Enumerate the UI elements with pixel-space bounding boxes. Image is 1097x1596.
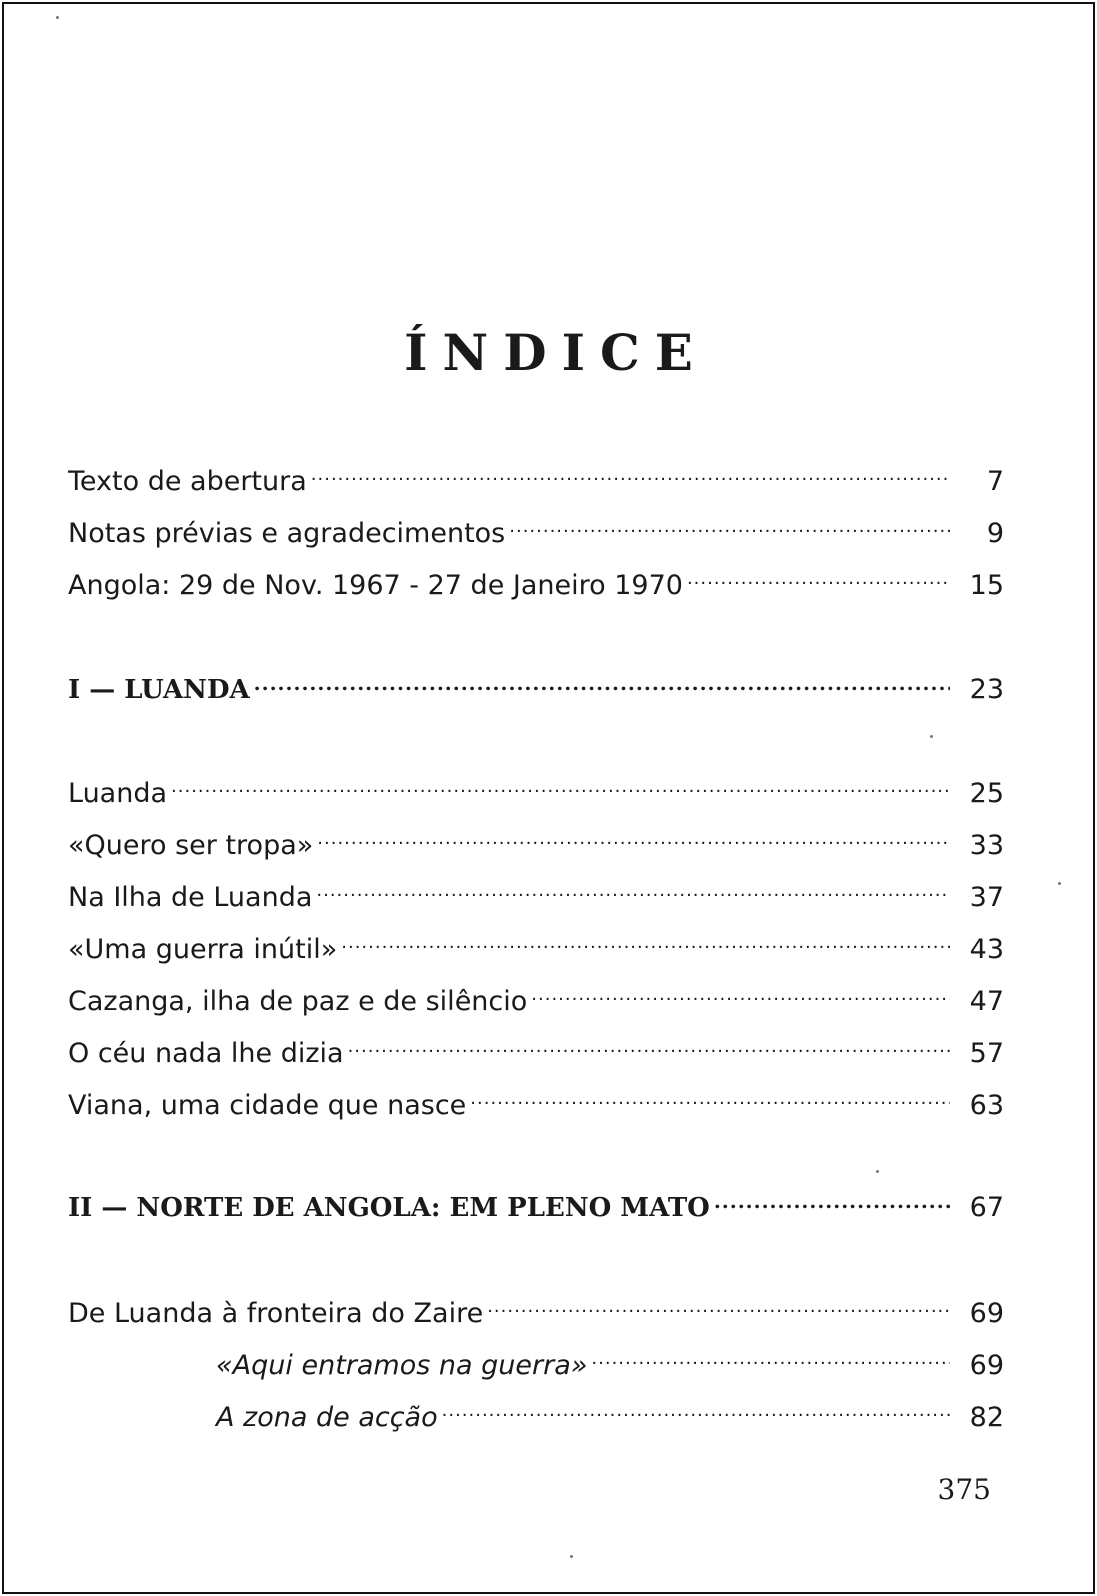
toc-entry-label: «Uma guerra inútil» — [68, 934, 338, 965]
toc-entry — [68, 814, 1004, 861]
toc-entry-label: Cazanga, ilha de paz e de silêncio — [68, 986, 528, 1017]
toc-entry-page: 82 — [969, 1402, 1004, 1433]
paper-speck — [570, 1555, 573, 1558]
toc-entry-label: Notas prévias e agradecimentos — [68, 518, 506, 549]
toc-subentry — [216, 1386, 1004, 1433]
toc-entry — [68, 1282, 1004, 1329]
toc-entry — [68, 866, 1004, 913]
toc-entry-page: 7 — [986, 466, 1004, 497]
toc-entry-page: 23 — [969, 674, 1004, 705]
toc-entry-label: Luanda — [68, 778, 168, 809]
dot-leader — [591, 1334, 950, 1374]
toc-entry-page: 57 — [969, 1038, 1004, 1069]
dot-leader — [442, 1386, 950, 1426]
toc-subentry-label: A zona de acção — [216, 1402, 438, 1433]
toc-entry — [68, 502, 1004, 549]
dot-leader — [531, 970, 950, 1010]
dot-leader — [487, 1282, 950, 1322]
toc-entry — [68, 1074, 1004, 1121]
toc-entry-label: Viana, uma cidade que nasce — [68, 1090, 467, 1121]
toc-entry-page: 69 — [969, 1350, 1004, 1381]
toc-entry-label: O céu nada lhe dizia — [68, 1038, 344, 1069]
toc-entry — [68, 1022, 1004, 1069]
toc-entry-label: Angola: 29 de Nov. 1967 - 27 de Janeiro 1970 — [68, 570, 683, 601]
dot-leader — [317, 814, 950, 854]
paper-speck — [1058, 882, 1061, 885]
dot-leader — [509, 502, 950, 542]
toc-section-heading — [68, 658, 1004, 705]
toc-entry — [68, 918, 1004, 965]
toc-entry — [68, 450, 1004, 497]
paper-speck — [930, 735, 933, 738]
toc-entry-page: 69 — [969, 1298, 1004, 1329]
toc-entry-page: 15 — [969, 570, 1004, 601]
toc-entry-label: De Luanda à fronteira do Zaire — [68, 1298, 484, 1329]
toc-entry — [68, 554, 1004, 601]
dot-leader — [316, 866, 950, 906]
paper-speck — [876, 1170, 879, 1173]
dot-leader — [348, 1022, 950, 1062]
toc-section-label: I — LUANDA — [68, 675, 250, 705]
page-title: ÍNDICE — [404, 323, 708, 382]
toc-entry-label: Texto de abertura — [68, 466, 307, 497]
dot-leader — [687, 554, 950, 594]
dot-leader — [311, 450, 950, 490]
toc-subentry — [216, 1334, 1004, 1381]
toc-subentry-label: «Aqui entramos na guerra» — [216, 1350, 588, 1381]
dot-leader — [341, 918, 950, 958]
toc-section-label: II — NORTE DE ANGOLA: EM PLENO MATO — [68, 1193, 710, 1223]
paper-speck — [56, 16, 59, 19]
dot-leader — [470, 1074, 950, 1114]
page-number: 375 — [937, 1473, 991, 1506]
toc-entry-page: 37 — [969, 882, 1004, 913]
dot-leader — [254, 658, 950, 698]
toc-entry-page: 67 — [969, 1192, 1004, 1223]
toc-entry-page: 43 — [969, 934, 1004, 965]
dot-leader — [714, 1176, 950, 1216]
toc-entry — [68, 762, 1004, 809]
dot-leader — [171, 762, 950, 802]
toc-entry-page: 47 — [969, 986, 1004, 1017]
toc-section-heading — [68, 1176, 1004, 1223]
toc-entry-page: 33 — [969, 830, 1004, 861]
toc-entry-page: 9 — [986, 518, 1004, 549]
toc-entry-page: 25 — [969, 778, 1004, 809]
toc-entry — [68, 970, 1004, 1017]
toc-entry-page: 63 — [969, 1090, 1004, 1121]
toc-entry-label: Na Ilha de Luanda — [68, 882, 313, 913]
toc-entry-label: «Quero ser tropa» — [68, 830, 314, 861]
